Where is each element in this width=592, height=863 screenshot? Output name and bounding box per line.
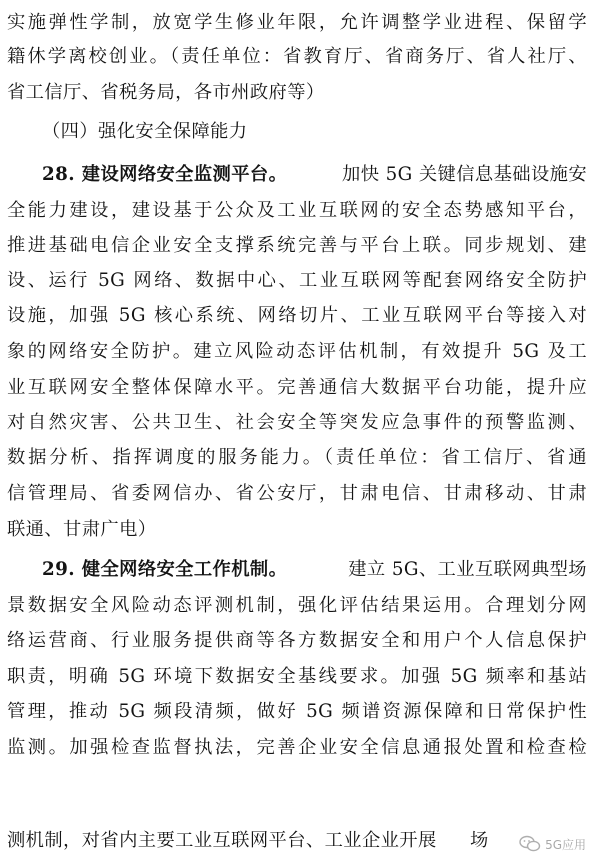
item-28-text: 加快 5G 关键信息基础设施安 bbox=[342, 164, 587, 185]
text-line: 籍休学离校创业。（责任单位：省教育厅、省商务厅、省人社厅、 bbox=[7, 46, 587, 67]
text-line: 测机制，对省内主要工业互联网平台、工业企业开展 bbox=[7, 830, 437, 851]
text-line: 象的网络安全防护。建立风险动态评估机制，有效提升 5G 及工 bbox=[7, 341, 587, 362]
text-line: 景数据安全风险动态评测机制，强化评估结果运用。合理划分网 bbox=[7, 595, 587, 616]
text-line: 场 bbox=[470, 830, 489, 851]
text-line: 业互联网安全整体保障水平。完善通信大数据平台功能，提升应 bbox=[7, 377, 587, 398]
item-29-title: 29. 健全网络安全工作机制。 bbox=[42, 559, 288, 580]
text-line: 联通、甘肃广电） bbox=[7, 519, 157, 540]
text-line: 信管理局、省委网信办、省公安厅，甘肃电信、甘肃移动、甘肃 bbox=[7, 483, 587, 504]
text-line: 推进基础电信企业安全支撑系统完善与平台上联。同步规划、建 bbox=[7, 235, 587, 256]
text-line: 监测。加强检查监督执法，完善企业安全信息通报处置和检查检 bbox=[7, 737, 587, 758]
text-line: 管理，推动 5G 频段清频，做好 5G 频谱资源保障和日常保护性 bbox=[7, 701, 587, 722]
item-28-title: 28. 建设网络安全监测平台。 bbox=[42, 164, 288, 185]
text-line: 设、运行 5G 网络、数据中心、工业互联网等配套网络安全防护 bbox=[7, 270, 587, 291]
wechat-icon bbox=[519, 835, 541, 853]
text-line: 省工信厅、省税务局，各市州政府等） bbox=[7, 82, 325, 103]
item-29-text: 建立 5G、工业互联网典型场 bbox=[348, 559, 587, 580]
text-line: 络运营商、行业服务提供商等各方数据安全和用户个人信息保护 bbox=[7, 630, 587, 651]
watermark bbox=[519, 831, 586, 857]
text-line: 设施，加强 5G 核心系统、网络切片、工业互联网平台等接入对 bbox=[7, 305, 587, 326]
text-line: 数据分析、指挥调度的服务能力。（责任单位：省工信厅、省通 bbox=[7, 447, 587, 468]
section-heading: （四）强化安全保障能力 bbox=[42, 121, 248, 142]
watermark-text: 5G应用 bbox=[545, 837, 586, 852]
text-line: 实施弹性学制，放宽学生修业年限，允许调整学业进程、保留学 bbox=[7, 12, 587, 33]
item-29-first-line bbox=[42, 553, 587, 587]
text-line: 职责，明确 5G 环境下数据安全基线要求。加强 5G 频率和基站 bbox=[7, 666, 587, 687]
text-line: 全能力建设，建设基于公众及工业互联网的安全态势感知平台， bbox=[7, 200, 587, 221]
item-28-first-line bbox=[42, 158, 587, 192]
text-line: 对自然灾害、公共卫生、社会安全等突发应急事件的预警监测、 bbox=[7, 412, 587, 433]
